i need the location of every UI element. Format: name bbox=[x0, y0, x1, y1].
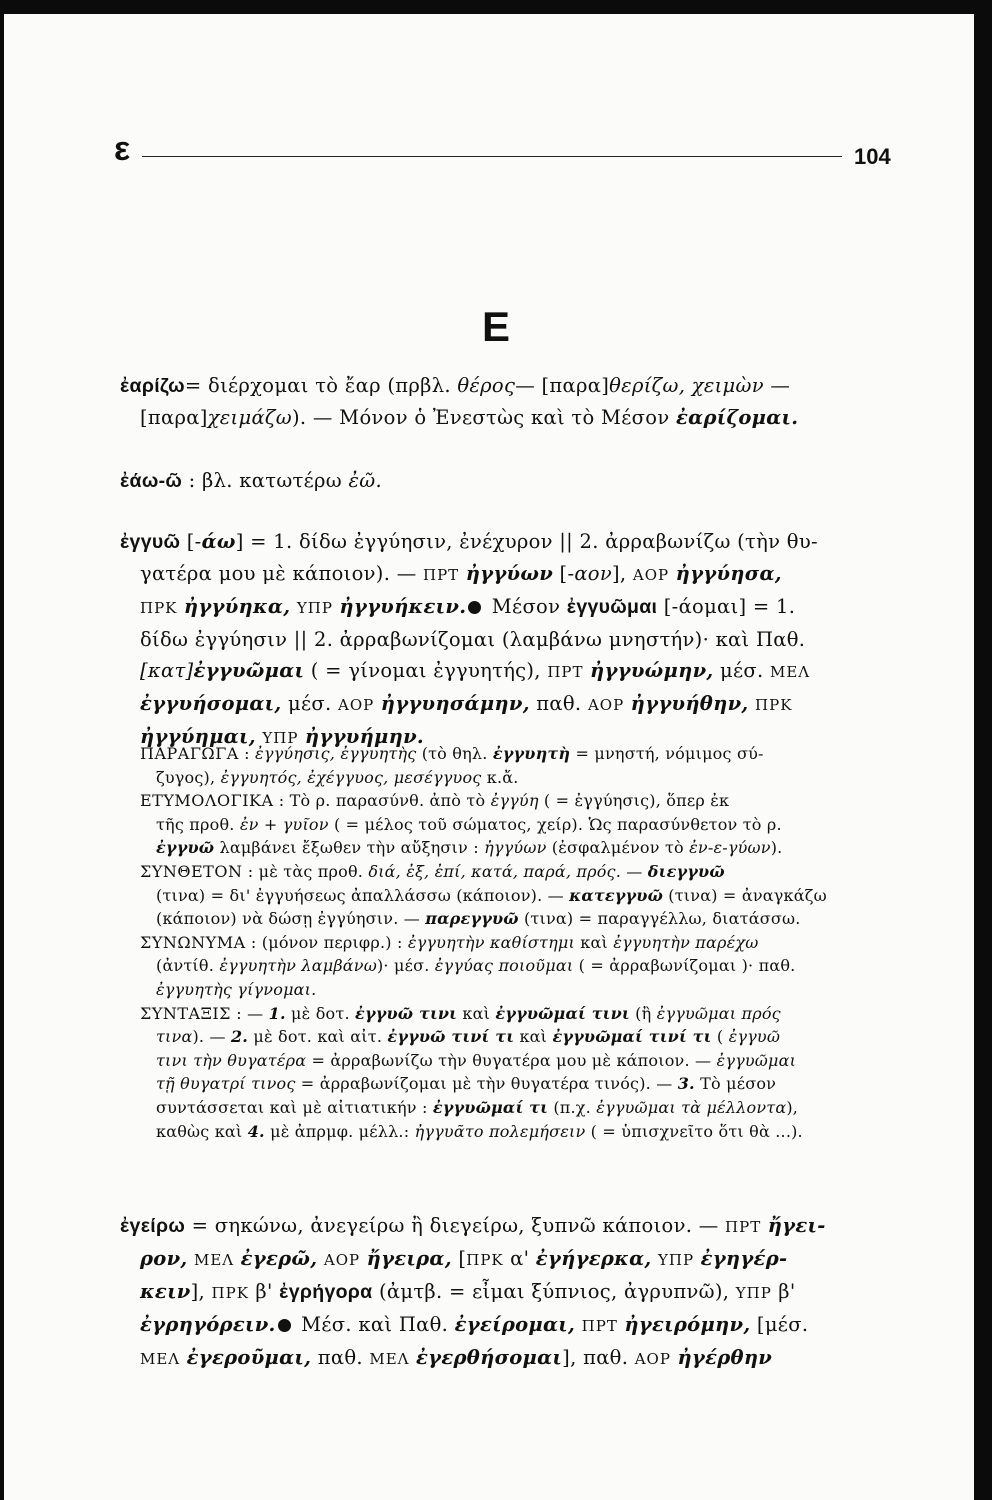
form: ἠγγυήκειν. bbox=[339, 595, 467, 618]
section-label: ΣΥΝΘΕΤΟΝ bbox=[140, 861, 243, 881]
italic-text: ἐν-ε-γύων bbox=[689, 838, 771, 858]
tense-abbr: ΑΟΡ bbox=[323, 1251, 361, 1269]
number: 4. bbox=[247, 1121, 265, 1141]
form: ἠγειρόμην, bbox=[624, 1313, 751, 1336]
entry-egeiro bbox=[120, 1210, 900, 1375]
form: ἠγγυήμην. bbox=[304, 725, 425, 748]
text: β' bbox=[248, 1280, 280, 1303]
section-label: ΣΥΝΩΝΥΜΑ bbox=[140, 932, 246, 952]
bullet-icon bbox=[278, 1319, 291, 1332]
tense-abbr: ΑΟΡ bbox=[632, 566, 670, 584]
text: : μὲ τὰς προθ. bbox=[242, 861, 369, 881]
text: = ἀρραβωνίζω τὴν θυγατέρα μου μὲ κάποιον. — bbox=[306, 1050, 717, 1070]
text: = μνηστή, νόμιμος σύ- bbox=[570, 744, 764, 763]
form: ἐγηγέρ- bbox=[700, 1247, 788, 1270]
text: Τὸ μέσον bbox=[694, 1074, 777, 1094]
entry-line bbox=[120, 591, 900, 624]
sub-line bbox=[140, 766, 908, 790]
sub-line bbox=[140, 1049, 908, 1073]
italic-text: ἐν bbox=[239, 814, 259, 834]
text: μὲ δοτ. καὶ αἰτ. bbox=[248, 1027, 388, 1047]
entry-subsections bbox=[140, 742, 908, 1143]
text: κ.ἄ. bbox=[481, 767, 519, 787]
text: — bbox=[621, 861, 648, 881]
form: ἤγει- bbox=[767, 1214, 826, 1237]
header-rule bbox=[142, 156, 842, 157]
text: : (μόνον περιφρ.) : bbox=[245, 932, 408, 952]
sub-line bbox=[140, 1120, 908, 1144]
text: παθ. bbox=[311, 1346, 370, 1369]
entry-engyo bbox=[120, 526, 900, 754]
text: : bbox=[238, 744, 256, 763]
sub-line bbox=[140, 1002, 908, 1026]
headword: ἐάω-ῶ bbox=[120, 470, 183, 492]
text: γατέρα μου μὲ κάποιον). — bbox=[140, 562, 423, 585]
section-label: ΠΑΡΑΓΩΓΑ bbox=[140, 744, 239, 763]
form: ἠγγυήθην, bbox=[630, 692, 749, 715]
text: ( = ἀρραβωνίζομαι )· παθ. bbox=[573, 956, 796, 976]
text: τῆς προθ. bbox=[156, 814, 240, 834]
form: ἐγείρομαι, bbox=[454, 1313, 576, 1336]
italic-text: θερίζω, χειμὼν bbox=[609, 374, 764, 397]
text: [-άομαι] = 1. bbox=[657, 595, 796, 618]
text: μὲ ἀπρμφ. μέλλ.: bbox=[264, 1121, 415, 1141]
text: ). — Μόνον ὁ Ἐνεστὼς καὶ τὸ Μέσον bbox=[291, 406, 676, 429]
text: ], bbox=[612, 562, 633, 585]
headword: ἐγείρω bbox=[120, 1215, 186, 1237]
text: Μέσ. καὶ Παθ. bbox=[294, 1313, 455, 1336]
sub-line bbox=[140, 1096, 908, 1120]
sub-line bbox=[140, 836, 908, 860]
italic-text: ἐγγυητὴν καθίστημι bbox=[407, 932, 575, 952]
italic-text: τινι τὴν θυγατέρα bbox=[156, 1050, 307, 1070]
sub-line bbox=[140, 813, 908, 837]
text: [- bbox=[180, 530, 202, 553]
italic-text: ἐγγυητός, ἐχέγγυος, μεσέγγυος bbox=[220, 767, 482, 787]
sub-line bbox=[140, 978, 908, 1002]
italic-text: ἐῶ. bbox=[348, 469, 382, 492]
form: ἐαρίζομαι. bbox=[676, 406, 799, 429]
italic-text: γυῖον bbox=[282, 814, 329, 834]
form: παρεγγυῶ bbox=[425, 909, 519, 929]
text: ζυγος), bbox=[156, 767, 221, 787]
entry-line bbox=[120, 624, 900, 655]
text: (κάποιον) νὰ δώσῃ ἐγγύησιν. — bbox=[156, 909, 426, 929]
text: καθὼς καὶ bbox=[156, 1121, 248, 1141]
italic-text: χειμάζω bbox=[207, 406, 292, 429]
entry-line bbox=[120, 558, 900, 591]
text: : βλ. κατωτέρω bbox=[182, 469, 349, 492]
tense-abbr: ΑΟΡ bbox=[634, 1350, 671, 1368]
text: α' bbox=[503, 1247, 536, 1270]
italic-text: αον bbox=[574, 562, 613, 585]
text: καὶ bbox=[574, 932, 614, 952]
text: [- bbox=[553, 562, 575, 585]
text: (τὸ θηλ. bbox=[416, 744, 493, 763]
entry-line bbox=[120, 688, 900, 721]
tense-abbr: ΠΡΤ bbox=[581, 1317, 618, 1335]
text: λαμβάνει ἔξωθεν τὴν αὔξησιν : bbox=[214, 838, 485, 858]
tense-abbr: ΥΠΡ bbox=[735, 1284, 772, 1302]
text: ( = γίνομαι ἐγγυητής), bbox=[304, 659, 548, 682]
text: : — bbox=[231, 1003, 269, 1023]
text: + bbox=[258, 814, 283, 834]
tense-abbr: ΥΠΡ bbox=[657, 1251, 695, 1269]
form: ἐγγυητὴ bbox=[492, 744, 571, 763]
form: άω bbox=[201, 530, 236, 553]
entry-line bbox=[120, 526, 900, 558]
text: ), bbox=[786, 1097, 799, 1117]
text: Μέσον bbox=[485, 595, 567, 618]
page-number: 104 bbox=[854, 144, 891, 169]
form: ἐγγυῶμαί τινι bbox=[495, 1003, 630, 1023]
headword: ἐαρίζω bbox=[120, 375, 185, 397]
form: ἐγγυῶμαι bbox=[193, 659, 305, 682]
text: ( = ἐγγύησις), ὅπερ ἐκ bbox=[538, 791, 730, 811]
entry-eartzo bbox=[120, 370, 900, 433]
form: ἐγγυῶμαί τι bbox=[432, 1097, 549, 1117]
text: δίδω ἐγγύησιν || 2. ἀρραβωνίζομαι (λαμβάνω μνηστήν)· καὶ Παθ. bbox=[140, 628, 806, 651]
entry-line bbox=[120, 1243, 900, 1276]
form: ἐγγυῶ bbox=[156, 838, 215, 858]
text: — [παρα] bbox=[515, 374, 610, 397]
text: [παρα] bbox=[140, 406, 208, 429]
sub-line bbox=[140, 742, 908, 766]
dictionary-page bbox=[4, 14, 974, 1500]
italic-text: ἐγγυῶμαι πρός bbox=[656, 1003, 781, 1023]
italic-text: ἐγγυῶμαι τὰ μέλλοντα bbox=[596, 1097, 787, 1117]
number: 2. bbox=[230, 1027, 249, 1047]
text: — bbox=[763, 374, 791, 397]
form: ἠγγυησάμην, bbox=[380, 692, 530, 715]
tense-abbr: ΥΠΡ bbox=[262, 729, 299, 747]
section-letter: Ε bbox=[482, 303, 511, 350]
form: ἠγγύησα, bbox=[675, 562, 782, 585]
tense-abbr: ΜΕΛ bbox=[140, 1350, 181, 1368]
number: 1. bbox=[268, 1003, 286, 1023]
form: ἐγγυήσομαι, bbox=[140, 692, 282, 715]
text: ). bbox=[770, 838, 783, 858]
text: μέσ. bbox=[713, 659, 770, 682]
italic-text: τῇ θυγατρί τινος bbox=[156, 1074, 296, 1094]
italic-text: ἐγγυητὴν παρέχω bbox=[613, 932, 759, 952]
number: 3. bbox=[677, 1074, 695, 1094]
text: συντάσσεται καὶ μὲ αἰτιατικήν : bbox=[156, 1097, 433, 1117]
italic-text: ἠγγύων bbox=[484, 838, 547, 858]
text: β' bbox=[771, 1280, 796, 1303]
italic-text: ἐγγύας ποιοῦμαι bbox=[434, 956, 574, 976]
form: ἐγερθήσομαι bbox=[416, 1346, 563, 1369]
entry-line bbox=[120, 655, 900, 688]
form: ἐγρήγορα bbox=[279, 1281, 373, 1303]
form: ἠγγύηκα, bbox=[183, 595, 291, 618]
tense-abbr: ΑΟΡ bbox=[587, 696, 625, 714]
italic-text: διά, ἐξ, ἐπί, κατά, παρά, πρός. bbox=[368, 861, 622, 881]
italic-text: [κατ] bbox=[140, 659, 194, 682]
form: ἠγγύημαι, bbox=[140, 725, 256, 748]
form: ἐγεροῦμαι, bbox=[186, 1346, 312, 1369]
section-label: ΣΥΝΤΑΞΙΣ bbox=[140, 1003, 231, 1023]
sub-line bbox=[140, 884, 908, 908]
entry-line bbox=[120, 1210, 900, 1243]
text: (ἀντίθ. bbox=[156, 956, 220, 976]
entry-eao bbox=[120, 465, 900, 497]
form: ἐγήγερκα, bbox=[535, 1247, 652, 1270]
section-label: ΕΤΥΜΟΛΟΓΙΚΑ bbox=[140, 791, 274, 811]
italic-text: ἐγγύησις, ἐγγυητὴς bbox=[255, 744, 417, 763]
sub-line bbox=[140, 954, 908, 978]
text: )· μέσ. bbox=[376, 956, 435, 976]
text: ( = μέλος τοῦ σώματος, χείρ). Ὡς παρασύνθετον τὸ ρ. bbox=[328, 814, 782, 834]
sub-line bbox=[140, 860, 908, 884]
text: ] = 1. δίδω ἐγγύησιν, ἐνέχυρον || 2. ἀρραβωνίζω (τὴν θυ- bbox=[235, 530, 818, 553]
italic-text: ἐγγυητὴς γίγνομαι. bbox=[156, 979, 317, 999]
text: ], bbox=[190, 1280, 212, 1303]
text: = σηκώνω, ἀνεγείρω ἢ διεγείρω, ξυπνῶ κάποιον. — bbox=[185, 1214, 726, 1237]
tense-abbr: ΥΠΡ bbox=[296, 599, 333, 617]
form: ἐγγυῶμαι bbox=[566, 596, 658, 618]
text: (τινα) = δι' ἐγγυήσεως ἀπαλλάσσω (κάποιον). — bbox=[156, 885, 570, 905]
italic-text: ἐγγυῶ bbox=[728, 1027, 781, 1047]
text: (π.χ. bbox=[548, 1097, 597, 1117]
text: (ἐσφαλμένον τὸ bbox=[546, 838, 690, 858]
form: διεγγυῶ bbox=[647, 861, 725, 881]
tense-abbr: ΠΡΚ bbox=[466, 1251, 504, 1269]
text: μέσ. bbox=[281, 692, 338, 715]
form: ἠγγυώμην, bbox=[590, 659, 714, 682]
bullet-icon bbox=[468, 601, 481, 614]
tense-abbr: ΑΟΡ bbox=[337, 696, 375, 714]
tense-abbr: ΠΡΚ bbox=[211, 1284, 249, 1302]
italic-text: ἐγγύη bbox=[490, 791, 539, 811]
text: [ bbox=[451, 1247, 467, 1270]
text: ( bbox=[711, 1027, 729, 1047]
form: ἠγέρθην bbox=[677, 1346, 773, 1369]
text: παθ. bbox=[529, 692, 588, 715]
italic-text: θέρος bbox=[457, 374, 516, 397]
entry-line bbox=[120, 465, 900, 497]
tense-abbr: ΠΡΤ bbox=[423, 566, 460, 584]
running-head-letter: ε bbox=[114, 130, 131, 168]
tense-abbr: ΠΡΚ bbox=[755, 696, 793, 714]
text: (ἢ bbox=[629, 1003, 657, 1023]
form: ἐγγυῶ τινι bbox=[355, 1003, 458, 1023]
form: ρον, bbox=[140, 1247, 188, 1270]
text: καὶ bbox=[514, 1027, 553, 1047]
text: = διέρχομαι τὸ ἔαρ (πρβλ. bbox=[184, 374, 458, 397]
tense-abbr: ΜΕΛ bbox=[769, 663, 811, 681]
form: κειν bbox=[140, 1280, 191, 1303]
form: ἐγγυῶμαί τινί τι bbox=[552, 1027, 712, 1047]
entry-line bbox=[120, 1342, 900, 1375]
italic-text: ἠγγυᾶτο πολεμήσειν bbox=[414, 1121, 586, 1141]
sub-line bbox=[140, 1072, 908, 1096]
sub-line bbox=[140, 789, 908, 813]
text: ). — bbox=[192, 1027, 231, 1047]
form: ἐγερῶ, bbox=[240, 1247, 318, 1270]
entry-line bbox=[120, 402, 900, 433]
form: ἠγγύων bbox=[465, 562, 554, 585]
text: (τινα) = παραγγέλλω, διατάσσω. bbox=[518, 909, 801, 929]
text: [μέσ. bbox=[750, 1313, 809, 1336]
tense-abbr: ΠΡΤ bbox=[725, 1218, 762, 1236]
sub-line bbox=[140, 907, 908, 931]
text: ], παθ. bbox=[562, 1346, 635, 1369]
text: καὶ bbox=[457, 1003, 496, 1023]
tense-abbr: ΠΡΤ bbox=[547, 663, 584, 681]
italic-text: ἐγγυῶμαι bbox=[716, 1050, 797, 1070]
italic-text: τινα bbox=[156, 1027, 193, 1047]
entry-line bbox=[120, 1276, 900, 1309]
italic-text: ἐγγυητὴν λαμβάνω bbox=[219, 956, 377, 976]
form: ἐγγυῶ τινί τι bbox=[387, 1027, 515, 1047]
form: κατεγγυῶ bbox=[569, 885, 664, 905]
text: = ἀρραβωνίζομαι μὲ τὴν θυγατέρα τινός). — bbox=[295, 1074, 678, 1094]
form: ἤγειρα, bbox=[366, 1247, 452, 1270]
entry-line bbox=[120, 1309, 900, 1342]
text: μὲ δοτ. bbox=[285, 1003, 356, 1023]
entry-line bbox=[120, 370, 900, 402]
tense-abbr: ΜΕΛ bbox=[194, 1251, 235, 1269]
sub-line bbox=[140, 931, 908, 955]
text: : Τὸ ρ. παρασύνθ. ἀπὸ τὸ bbox=[273, 791, 491, 811]
form: ἐγρηγόρειν. bbox=[140, 1313, 276, 1336]
text: ( = ὑπισχνεῖτο ὅτι θὰ ...). bbox=[585, 1121, 803, 1141]
sub-line bbox=[140, 1025, 908, 1049]
headword: ἐγγυῶ bbox=[120, 531, 181, 553]
text: (ἀμτβ. = εἶμαι ξύπνιος, ἀγρυπνῶ), bbox=[372, 1280, 736, 1303]
tense-abbr: ΜΕΛ bbox=[369, 1350, 410, 1368]
text: (τινα) = ἀναγκάζω bbox=[663, 885, 827, 905]
tense-abbr: ΠΡΚ bbox=[140, 599, 178, 617]
